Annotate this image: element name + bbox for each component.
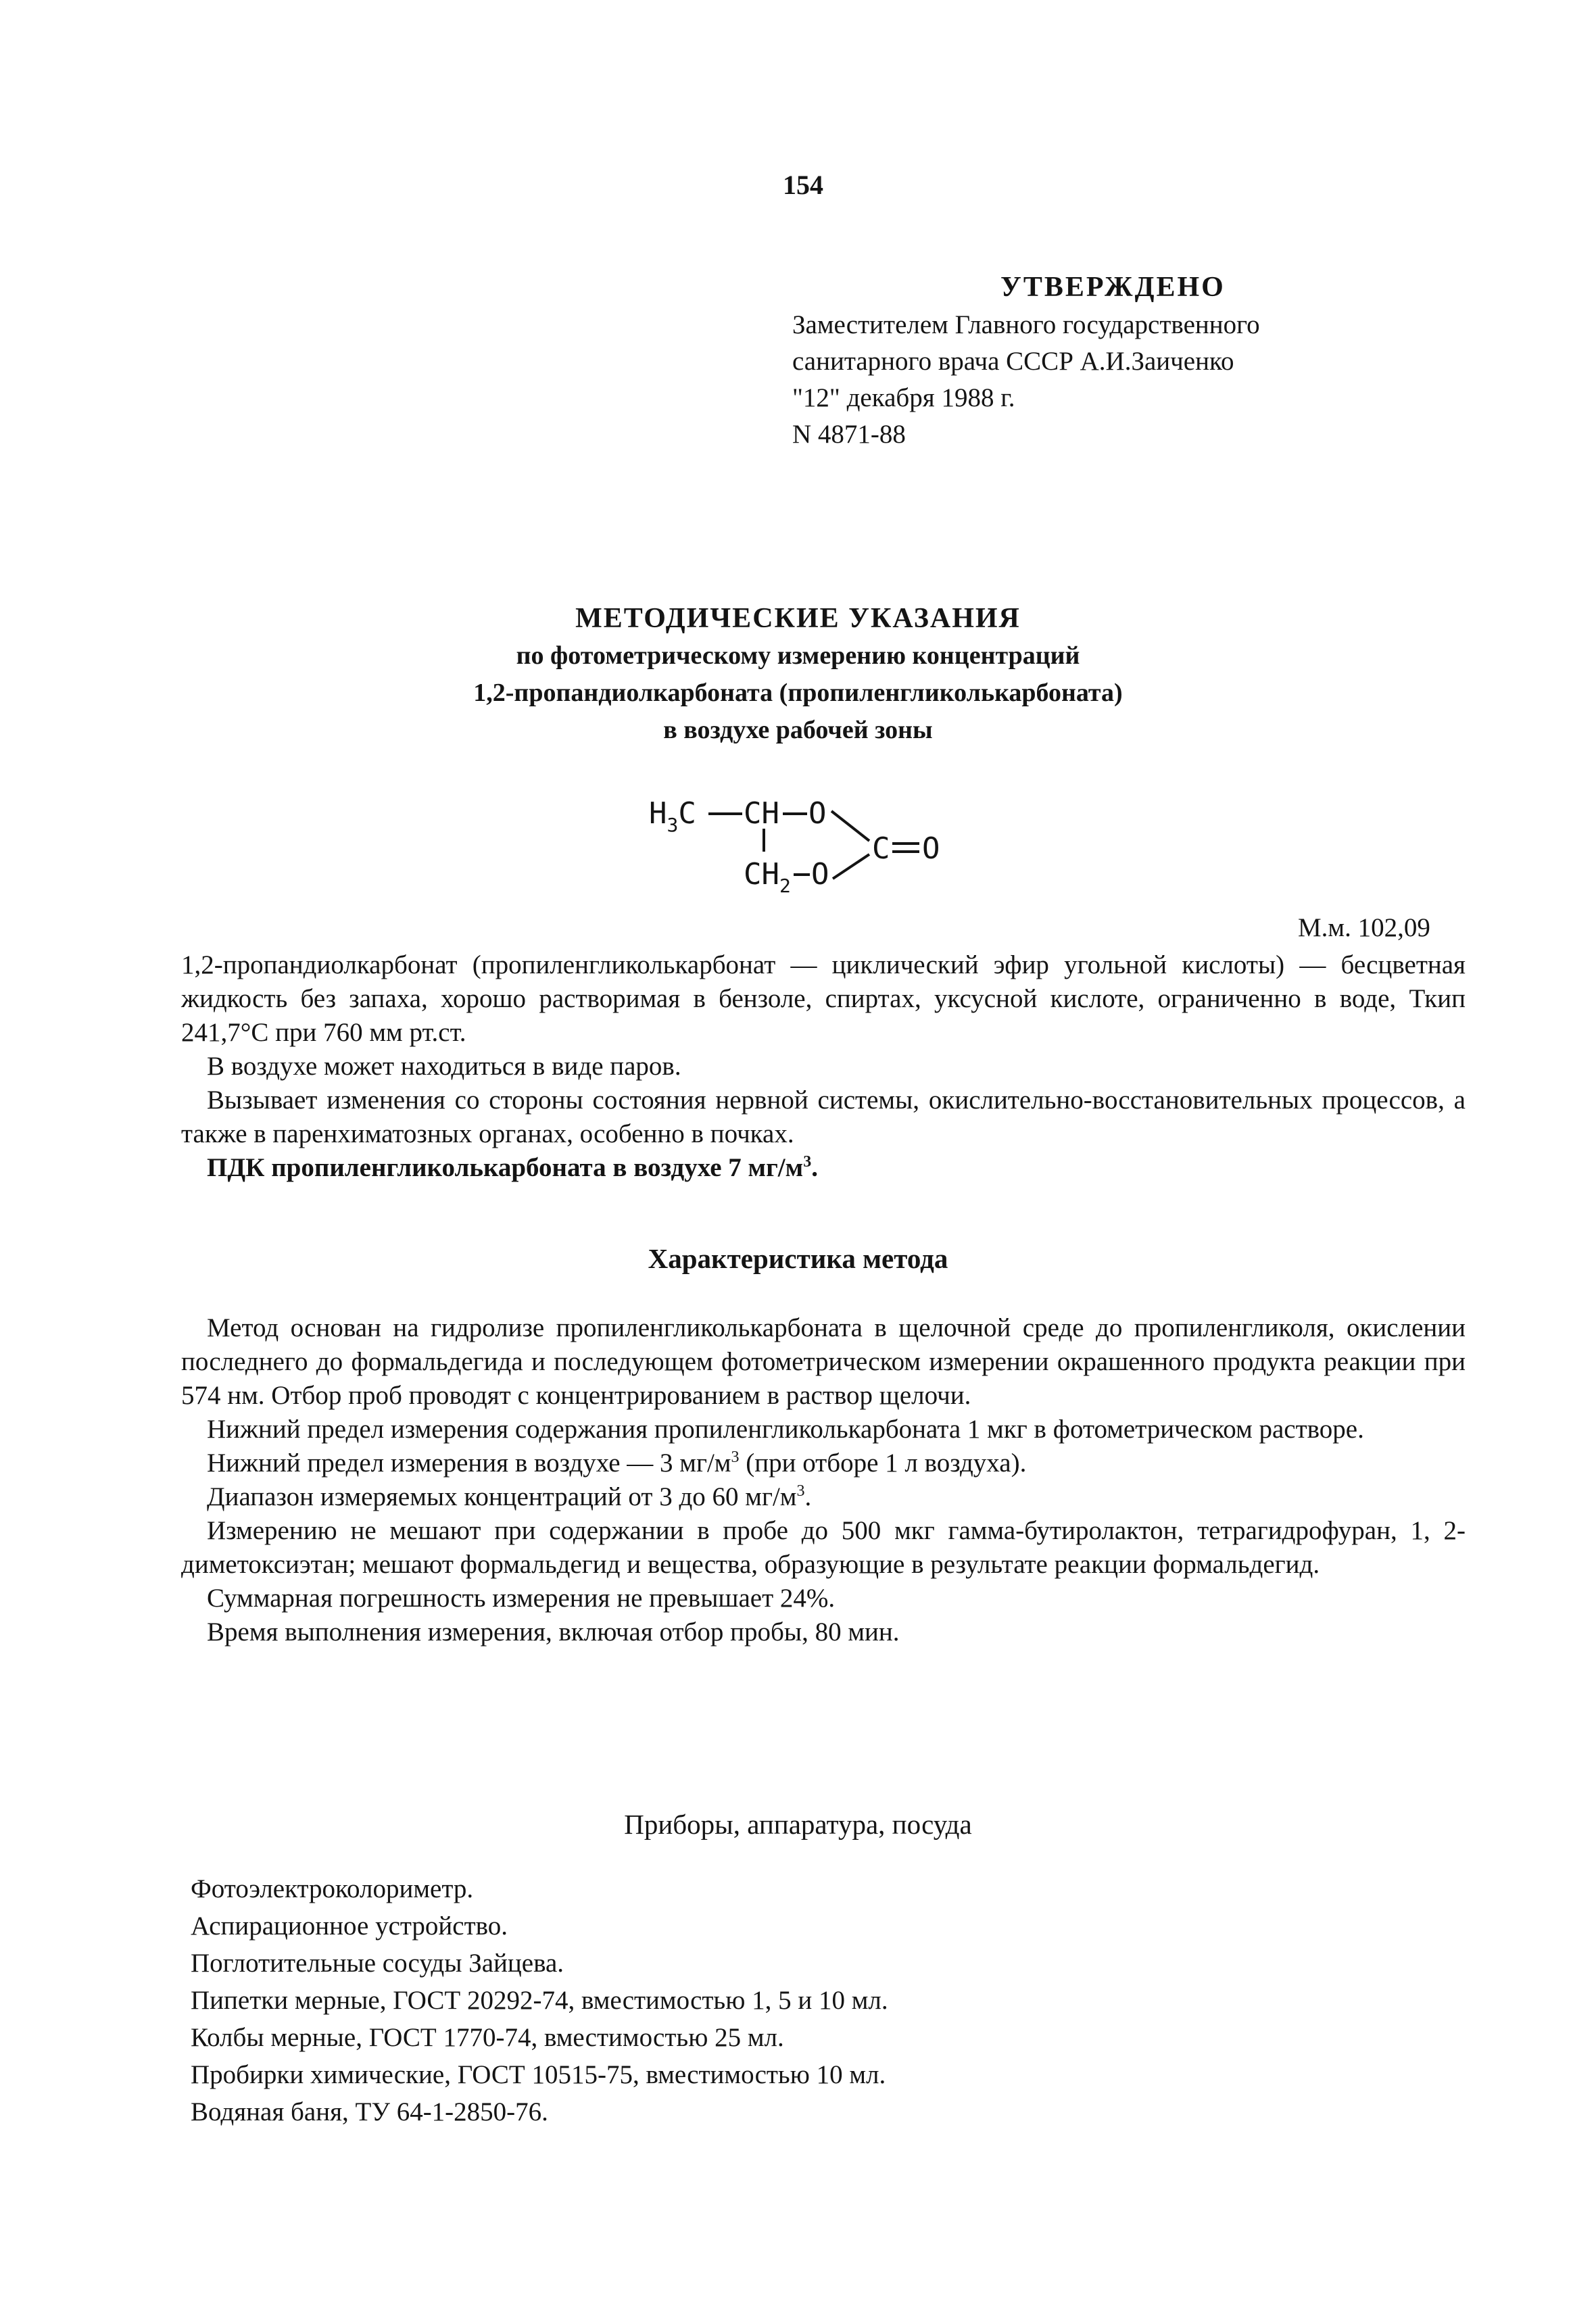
method-paragraph [181,1446,1466,1480]
approval-line: "12" декабря 1988 г. [792,383,1015,412]
formula-c: C [872,831,890,866]
formula-o1: O [808,796,827,831]
page-number: 154 [783,170,823,200]
method-paragraph: Суммарная погрешность измерения не превышает 24%. [207,1584,836,1613]
method-text: Нижний предел измерения в воздухе — 3 мг/м [207,1448,731,1478]
mac-text: ПДК пропиленгликолькарбоната в воздухе 7 мг/м [207,1153,804,1182]
method-paragraph: Время выполнения измерения, включая отбор пробы, 80 мин. [207,1617,900,1647]
molecular-mass: М.м. 102,09 [1298,913,1430,942]
title-line: МЕТОДИЧЕСКИЕ УКАЗАНИЯ [575,603,1021,634]
formula-ch2: $CH_2$ [744,857,791,897]
title-line: 1,2-пропандиолкарбоната (пропиленгликолькарбоната) [473,679,1123,707]
formula-o2: O [811,857,829,892]
method-block [181,1311,1466,1649]
method-paragraph [181,1480,1466,1514]
method-paragraph: Метод основан на гидролизе пропиленгликолькарбоната в щелочной среде до пропиленгликоля, окислении последнего до формальдегида и последующем фотометрическом измерении окрашенного продукта реакции при 574 нм. Отбор проб проводят с концентрированием в раствор щелочи. [181,1313,1466,1410]
equipment-item: Фотоэлектроколориметр. [191,1874,474,1903]
title-line: по фотометрическому измерению концентраций [516,641,1080,670]
method-text: Диапазон измеряемых концентраций от 3 до 60 мг/м [207,1482,797,1511]
equipment-item: Пипетки мерные, ГОСТ 20292-74, вместимостью 1, 5 и 10 мл. [191,1986,888,2015]
equipment-list [191,1870,888,2130]
equipment-item: Колбы мерные, ГОСТ 1770-74, вместимостью 25 мл. [191,2023,784,2052]
title-line: в воздухе рабочей зоны [663,716,933,744]
equipment-heading: Приборы, аппаратура, посуда [624,1809,972,1840]
mac-end: . [811,1153,818,1182]
method-paragraph: Нижний предел измерения содержания пропиленгликолькарбоната 1 мкг в фотометрическом растворе. [207,1415,1364,1444]
equipment-item: Пробирки химические, ГОСТ 10515-75, вместимостью 10 мл. [191,2060,886,2089]
formula-o3: O [922,831,940,866]
intro-paragraph: Вызывает изменения со стороны состояния нервной системы, окислительно-восстановительных процессов, а также в паренхиматозных органах, особенно в почках. [181,1086,1466,1148]
intro-paragraph: 1,2-пропандиолкарбонат (пропиленгликолькарбонат — циклический эфир угольной кислоты) — бесцветная жидкость без запаха, хорошо растворимая в бензоле, спиртах, уксусной кислоте, ограниченно в воде, Ткип 241,7°С при 760 мм рт.ст. [181,950,1466,1047]
mac-sup: 3 [803,1153,812,1171]
intro-paragraph: В воздухе может находиться в виде паров. [207,1052,681,1081]
mac-paragraph [181,1151,1466,1185]
equipment-item: Поглотительные сосуды Зайцева. [191,1949,564,1978]
method-text: (при отборе 1 л воздуха). [739,1448,1027,1478]
approval-line: Заместителем Главного государственного [792,310,1260,339]
document-title [0,600,1596,749]
equipment-item: Водяная баня, ТУ 64-1-2850-76. [191,2097,548,2126]
method-heading: Характеристика метода [648,1243,948,1274]
intro-block [181,948,1466,1185]
approval-heading: УТВЕРЖДЕНО [1000,272,1226,303]
method-sup: 3 [796,1482,805,1500]
approval-block [792,269,1260,453]
structural-formula [649,784,973,906]
equipment-item: Аспирационное устройство. [191,1911,508,1941]
method-text: . [804,1482,812,1511]
formula-ch: CH [744,796,779,831]
approval-line: санитарного врача СССР А.И.Заиченко [792,347,1234,376]
method-sup: 3 [731,1448,740,1466]
approval-line: N 4871-88 [792,420,906,449]
method-paragraph: Измерению не мешают при содержании в пробе до 500 мкг гамма-бутиролактон, тетрагидрофуран, 1, 2-диметоксиэтан; мешают формальдегид и вещества, образующие в результате реакции формальдегид. [181,1516,1466,1579]
formula-h3c: $H_3C$ [649,796,696,836]
